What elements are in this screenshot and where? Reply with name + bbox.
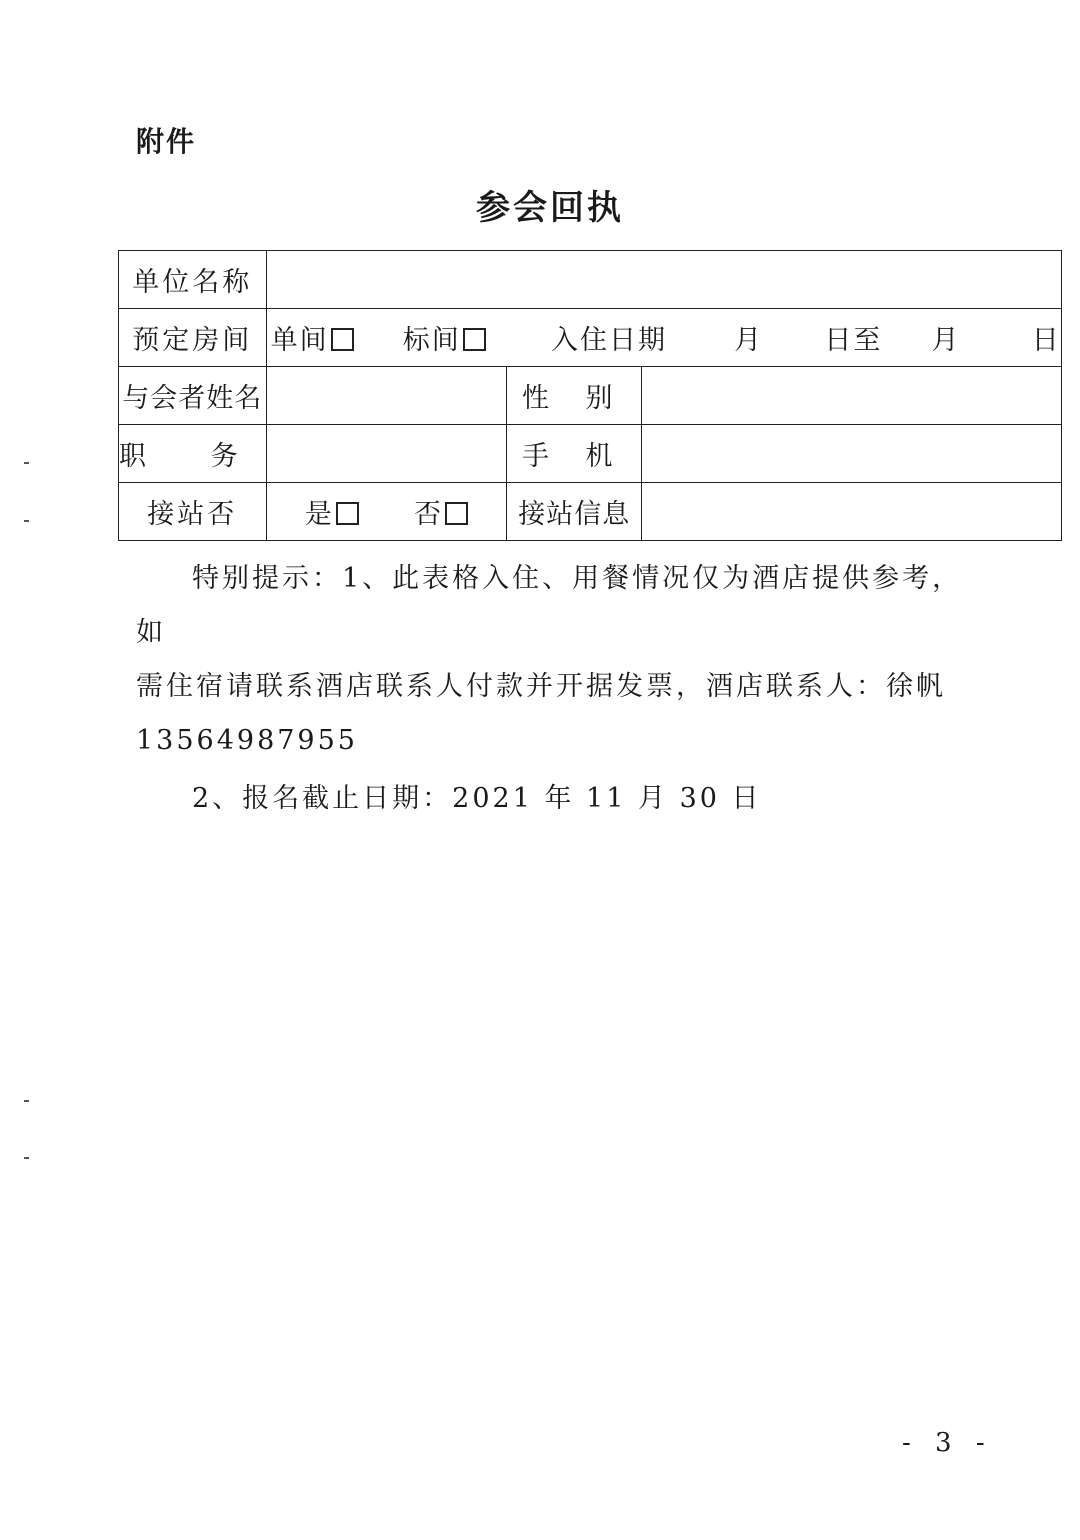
position-field[interactable] bbox=[266, 425, 507, 483]
registration-form-table bbox=[118, 250, 1062, 541]
form-row-position bbox=[119, 425, 1062, 483]
special-notice bbox=[136, 552, 966, 826]
gender-field[interactable] bbox=[642, 367, 1062, 425]
checkin-month-label: 月 bbox=[734, 325, 764, 356]
single-room-label: 单间 bbox=[270, 325, 329, 356]
position-label: 职 务 bbox=[119, 425, 267, 483]
scan-mark bbox=[24, 1157, 29, 1159]
pickup-info-field[interactable] bbox=[642, 483, 1062, 541]
notice-line-2: 需住宿请联系酒店联系人付款并开据发票，酒店联系人：徐帆 bbox=[136, 671, 946, 702]
form-row-room bbox=[119, 309, 1062, 367]
attendee-name-field[interactable] bbox=[266, 367, 507, 425]
notice-line-3: 13564987955 bbox=[136, 725, 358, 756]
form-row-organization bbox=[119, 251, 1062, 309]
checkin-date-label: 入住日期 bbox=[550, 325, 667, 356]
scan-mark bbox=[24, 520, 29, 522]
organization-label: 单位名称 bbox=[119, 251, 267, 309]
scan-mark bbox=[24, 1100, 29, 1102]
pickup-info-label: 接站信息 bbox=[507, 483, 642, 541]
checkin-day-to-label: 日至 bbox=[824, 325, 883, 356]
gender-label: 性 别 bbox=[507, 367, 642, 425]
attendee-name-label: 与会者姓名 bbox=[119, 367, 267, 425]
standard-room-label: 标间 bbox=[402, 325, 461, 356]
pickup-label: 接站否 bbox=[119, 483, 267, 541]
page-number: - 3 - bbox=[902, 1428, 993, 1458]
checkout-day-label: 日 bbox=[1031, 325, 1061, 356]
scan-mark bbox=[24, 462, 29, 464]
attachment-label: 附件 bbox=[136, 125, 197, 158]
standard-room-checkbox[interactable] bbox=[463, 328, 486, 351]
room-label: 预定房间 bbox=[119, 309, 267, 367]
page-title: 参会回执 bbox=[476, 188, 624, 228]
pickup-options-cell bbox=[266, 483, 507, 541]
pickup-no-checkbox[interactable] bbox=[445, 502, 468, 525]
single-room-checkbox[interactable] bbox=[331, 328, 354, 351]
pickup-no-label: 否 bbox=[414, 499, 444, 530]
pickup-yes-label: 是 bbox=[304, 499, 334, 530]
form-row-pickup bbox=[119, 483, 1062, 541]
notice-line-1: 特别提示：1、此表格入住、用餐情况仅为酒店提供参考，如 bbox=[136, 563, 963, 648]
checkout-month-label: 月 bbox=[931, 325, 961, 356]
phone-field[interactable] bbox=[642, 425, 1062, 483]
room-options-cell bbox=[266, 309, 1061, 367]
deadline-notice: 2、报名截止日期：2021 年 11 月 30 日 bbox=[192, 783, 762, 814]
form-row-attendee bbox=[119, 367, 1062, 425]
phone-label: 手 机 bbox=[507, 425, 642, 483]
organization-field[interactable] bbox=[266, 251, 1061, 309]
pickup-yes-checkbox[interactable] bbox=[336, 502, 359, 525]
